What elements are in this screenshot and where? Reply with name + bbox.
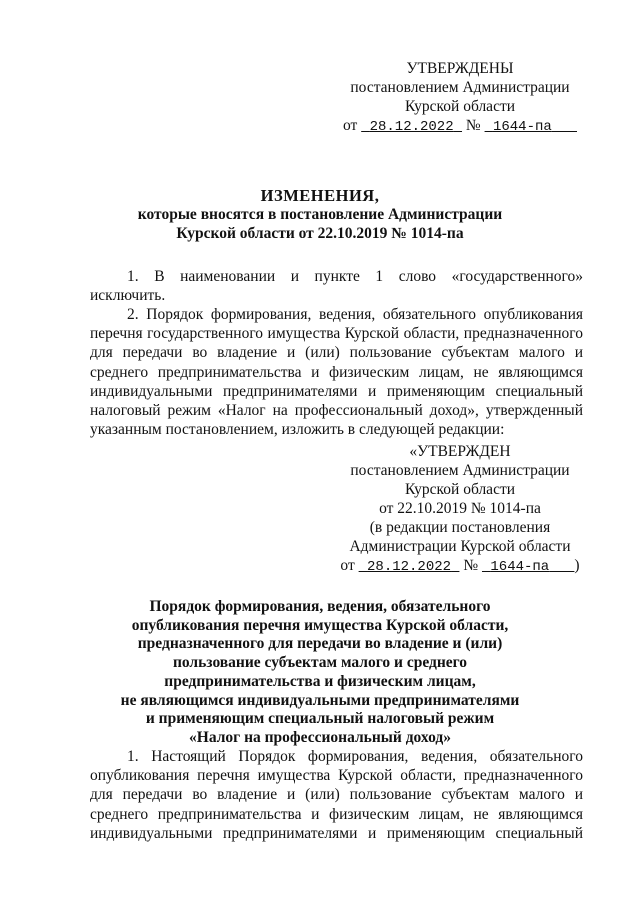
changes-heading: ИЗМЕНЕНИЯ, bbox=[260, 186, 380, 205]
approval-date-row bbox=[340, 116, 580, 137]
order-title-line-1: Порядок формирования, ведения, обязательного bbox=[149, 598, 491, 615]
approval2-number-sign: № bbox=[463, 557, 479, 574]
order-title-line-4: пользование субъектам малого и среднего bbox=[172, 654, 468, 672]
order-title-line-6: не являющимся индивидуальными предпринимателями bbox=[120, 691, 520, 709]
order-title-line-2: опубликования перечня имущества Курской области, bbox=[131, 616, 509, 634]
approval-heading: УТВЕРЖДЕНЫ bbox=[406, 60, 514, 77]
change-item-2-rest: перечня государственного имущества Курской области, предназначенного для передачи во владение и (или) пользование субъектам малого и среднего предпринимательства и физическим лицам, не являющимся индивидуальными предпринимателями и применяющим специальный налоговый режим «Налог на профессиональный доход», утвержденный указанным постановлением, изложить в следующей редакции: bbox=[90, 325, 583, 439]
approval2-date-row bbox=[340, 556, 580, 577]
approval2-line-4: (в редакции постановления bbox=[369, 519, 551, 536]
order-item-1 bbox=[90, 747, 583, 843]
change-item-1-first-line: 1. В наименовании и пункте 1 слово «государственного» bbox=[127, 268, 584, 285]
change-item-1-number: 1. bbox=[127, 268, 139, 285]
approval-block bbox=[340, 59, 580, 137]
approval-block-2 bbox=[340, 442, 580, 577]
changes-subtitle-2: Курской области от 22.10.2019 № 1014-па bbox=[176, 225, 464, 242]
approval2-number: 1644-па bbox=[490, 559, 550, 575]
approval-date: 28.12.2022 bbox=[369, 119, 454, 135]
approval2-line-5: Администрации Курской области bbox=[349, 538, 571, 555]
order-title-line-5: предпринимательства и физическим лицам, bbox=[164, 672, 476, 690]
approval-line-2: Курской области bbox=[404, 98, 516, 115]
change-item-2-number: 2. bbox=[127, 306, 139, 323]
change-item-2 bbox=[90, 305, 583, 439]
approval-line-1: постановлением Администрации bbox=[350, 79, 570, 96]
order-title-line-8: «Налог на профессиональный доход» bbox=[189, 728, 451, 746]
approval2-heading: «УТВЕРЖДЕН bbox=[409, 443, 511, 460]
approval-number: 1644-па bbox=[492, 119, 552, 135]
change-item-1-rest: исключить. bbox=[90, 287, 166, 305]
approval2-close-paren: ) bbox=[574, 557, 580, 574]
approval2-line-2: Курской области bbox=[404, 481, 516, 498]
approval2-line-1: постановлением Администрации bbox=[350, 462, 570, 479]
approval2-date-prefix: от bbox=[340, 557, 355, 574]
order-item-1-text: Настоящий Порядок формирования, ведения, обязательного опубликования перечня имущества Курской области, предназначенного для передачи во владение и (или) пользование субъектам малого и среднего предпринимательства и физическим лицам, не являющимся индивидуальными предпринимателями и применяющим специальный bbox=[90, 748, 584, 842]
approval-date-prefix: от bbox=[342, 117, 358, 134]
changes-title bbox=[90, 186, 550, 243]
change-item-1 bbox=[90, 267, 583, 305]
approval2-line-3: от 22.10.2019 № 1014-па bbox=[379, 500, 541, 517]
changes-subtitle-1: которые вносятся в постановление Администрации bbox=[137, 206, 503, 223]
order-title-line-3: предназначенного для передачи во владение и (или) bbox=[137, 635, 503, 653]
order-item-1-number: 1. bbox=[127, 748, 139, 765]
approval-number-sign: № bbox=[465, 117, 481, 134]
order-title-line-7: и применяющим специальный налоговый режим bbox=[145, 710, 495, 728]
approval2-date: 28.12.2022 bbox=[367, 559, 452, 575]
order-title bbox=[110, 598, 530, 748]
change-item-2-first-line: 2. Порядок формирования, ведения, обязательного опубликования bbox=[127, 306, 583, 323]
